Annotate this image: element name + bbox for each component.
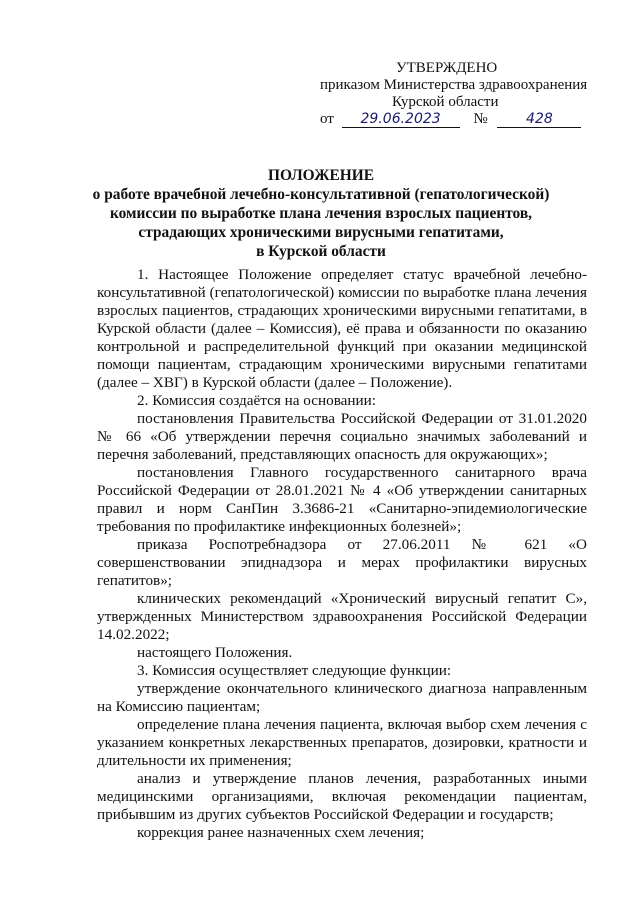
- paragraph: настоящего Положения.: [137, 644, 293, 661]
- paragraph: постановления Главного государственного санитарного врача Российской Федерации от 28.01.2021 № 4 «Об утверждении санитарных правил и норм СанПин 3.3686-21 «Санитарно-эпидемиологические требования по профилактике инфекционных болезней»;: [97, 464, 587, 535]
- paragraph: приказа Роспотребнадзора от 27.06.2011 № 621 «О совершенствовании эпиднадзора и мерах профилактики вирусных гепатитов»;: [97, 536, 587, 589]
- document-body: [97, 266, 587, 842]
- heading-line-1: о работе врачебной лечебно-консультативной (гепатологической): [92, 186, 550, 203]
- approval-block: [300, 60, 600, 128]
- approval-order-line: приказом Министерства здравоохранения: [320, 77, 588, 93]
- paragraph: постановления Правительства Российской Федерации от 31.01.2020 № 66 «Об утверждении перечня социально значимых заболеваний и перечня заболеваний, представляющих опасность для окружающих»;: [97, 410, 587, 463]
- document-heading: [86, 166, 556, 261]
- heading-line-4: в Курской области: [256, 243, 386, 260]
- heading-line-3: страдающих хроническими вирусными гепатитами,: [138, 224, 504, 241]
- handwritten-number: 428: [497, 111, 581, 128]
- paragraph: 1. Настоящее Положение определяет статус врачебной лечебно-консультативной (гепатологической) комиссии по выработке плана лечения взрослых пациентов, страдающих хроническими вирусными гепатитами, в Курской области (далее – Комиссия), её права и обязанности по оказанию контрольной и распределительной функций при оказании медицинской помощи пациентам, страдающим хроническими вирусными гепатитами (далее – ХВГ) в Курской области (далее – Положение).: [97, 266, 587, 391]
- paragraph: утверждение окончательного клинического диагноза направленным на Комиссию пациентам;: [97, 680, 587, 715]
- heading-line-2: комиссии по выработке плана лечения взрослых пациентов,: [109, 205, 533, 222]
- paragraph: анализ и утверждение планов лечения, разработанных иными медицинскими организациями, включая рекомендации пациентам, прибывшим из других субъектов Российской Федерации и государств;: [97, 770, 587, 823]
- paragraph: клинических рекомендаций «Хронический вирусный гепатит С», утвержденных Министерством здравоохранения Российской Федерации 14.02.2022;: [97, 590, 587, 643]
- paragraph: 2. Комиссия создаётся на основании:: [137, 392, 377, 409]
- approval-date-line: [300, 111, 600, 128]
- paragraph: определение плана лечения пациента, включая выбор схем лечения с указанием конкретных лекарственных препаратов, дозировки, кратности и длительности их применения;: [97, 716, 587, 769]
- approval-region-line: Курской области: [392, 94, 499, 110]
- paragraph: 3. Комиссия осуществляет следующие функции:: [137, 662, 452, 679]
- from-label: от: [320, 111, 334, 127]
- number-label: №: [473, 111, 488, 127]
- document-title: ПОЛОЖЕНИЕ: [268, 167, 374, 184]
- handwritten-date: 29.06.2023: [342, 111, 460, 128]
- approval-title: УТВЕРЖДЕНО: [396, 60, 498, 76]
- paragraph: коррекция ранее назначенных схем лечения;: [137, 824, 425, 841]
